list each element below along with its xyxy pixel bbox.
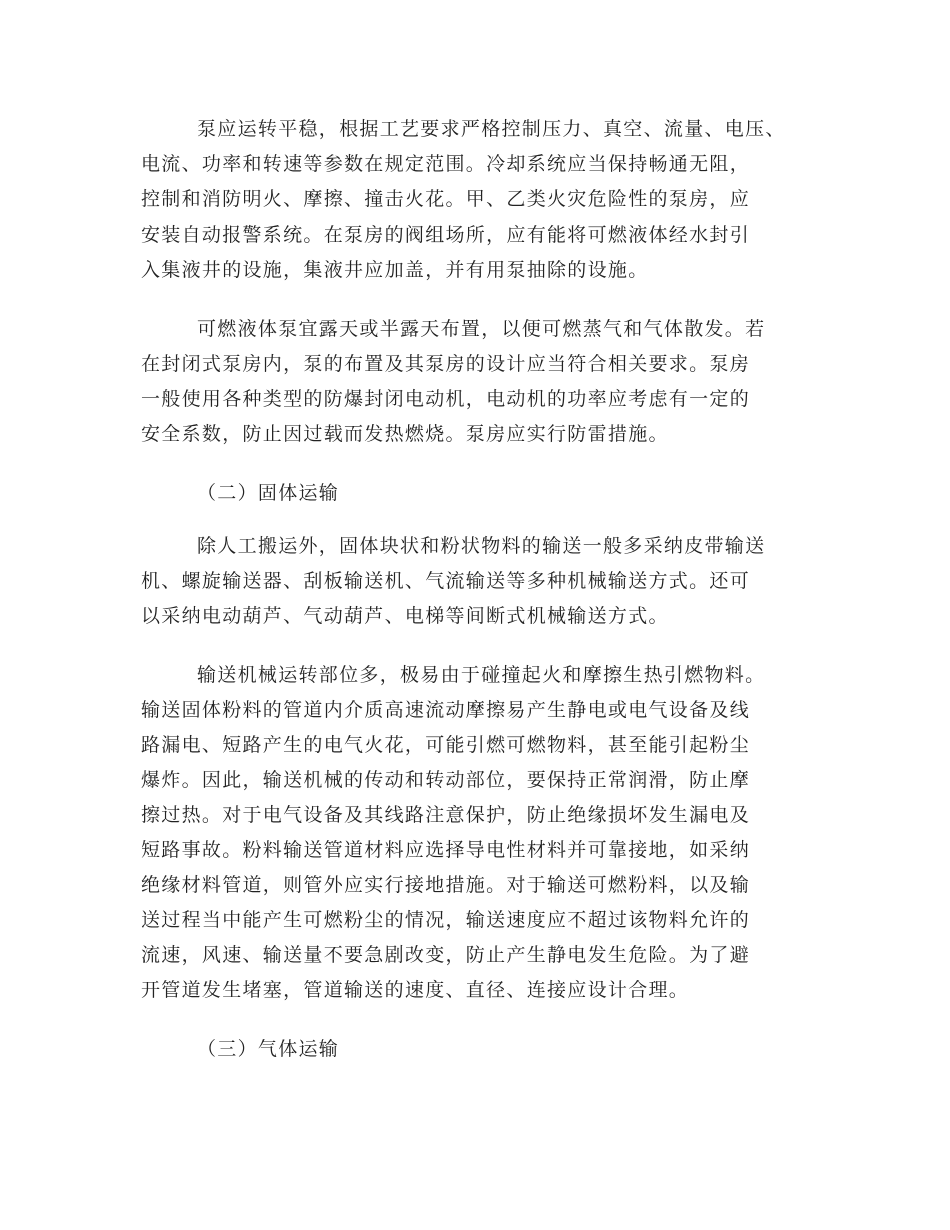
paragraph-3-line-3: 以采纳电动葫芦、气动葫芦、电梯等间断式机械输送方式。 [141,605,669,627]
paragraph-4-line-3: 路漏电、短路产生的电气火花，可能引燃可燃物料，甚至能引起粉尘 [141,734,751,756]
section-heading-gas-transport: （三）气体运输 [197,1038,340,1060]
paragraph-2-line-1: 可燃液体泵宜露天或半露天布置，以便可燃蒸气和气体散发。若 [197,318,766,340]
paragraph-4-line-5: 擦过热。对于电气设备及其线路注意保护，防止绝缘损坏发生漏电及 [141,804,751,826]
paragraph-3-line-1: 除人工搬运外，固体块状和粉状物料的输送一般多采纳皮带输送 [197,535,766,557]
paragraph-2-line-4: 安全系数，防止因过载而发热燃烧。泵房应实行防雷措施。 [141,423,669,445]
paragraph-4-line-8: 送过程当中能产生可燃粉尘的情况，输送速度应不超过该物料允许的 [141,909,751,931]
paragraph-4-line-2: 输送固体粉料的管道内介质高速流动摩擦易产生静电或电气设备及线 [141,699,751,721]
paragraph-3-line-2: 机、螺旋输送器、刮板输送机、气流输送等多种机械输送方式。还可 [141,570,751,592]
paragraph-4-line-9: 流速，风速、输送量不要急剧改变，防止产生静电发生危险。为了避 [141,944,751,966]
paragraph-2-line-2: 在封闭式泵房内，泵的布置及其泵房的设计应当符合相关要求。泵房 [141,353,751,375]
paragraph-4-line-1: 输送机械运转部位多，极易由于碰撞起火和摩擦生热引燃物料。 [197,664,766,686]
paragraph-4-line-4: 爆炸。因此，输送机械的传动和转动部位，要保持正常润滑，防止摩 [141,769,751,791]
paragraph-1-line-3: 控制和消防明火、摩擦、撞击火花。甲、乙类火灾危险性的泵房，应 [141,188,751,210]
paragraph-1-line-5: 入集液井的设施，集液井应加盖，并有用泵抽除的设施。 [141,259,649,281]
paragraph-1-line-1: 泵应运转平稳，根据工艺要求严格控制压力、真空、流量、电压、 [197,118,786,140]
section-heading-solid-transport: （二）固体运输 [197,482,340,504]
paragraph-1-line-4: 安装自动报警系统。在泵房的阀组场所，应有能将可燃液体经水封引 [141,224,751,246]
paragraph-1-line-2: 电流、功率和转速等参数在规定范围。冷却系统应当保持畅通无阻， [141,153,751,175]
paragraph-4-line-7: 绝缘材料管道，则管外应实行接地措施。对于输送可燃粉料，以及输 [141,874,751,896]
paragraph-2-line-3: 一般使用各种类型的防爆封闭电动机，电动机的功率应考虑有一定的 [141,388,751,410]
paragraph-4-line-10: 开管道发生堵塞，管道输送的速度、直径、连接应设计合理。 [141,979,690,1001]
paragraph-4-line-6: 短路事故。粉料输送管道材料应选择导电性材料并可靠接地，如采纳 [141,839,751,861]
